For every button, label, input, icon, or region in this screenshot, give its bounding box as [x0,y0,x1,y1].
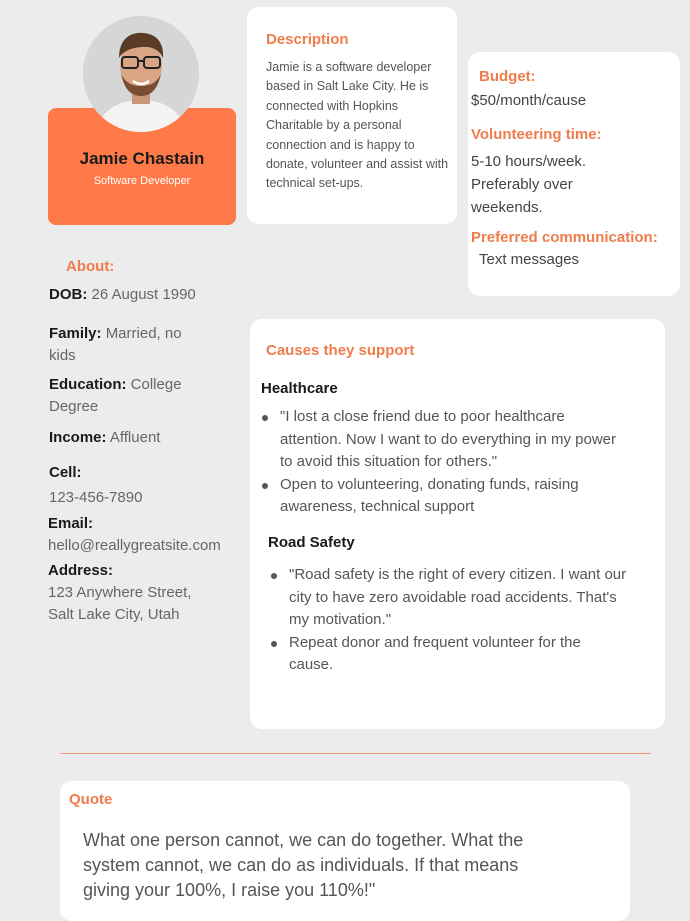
quote-title: Quote [69,791,113,808]
causes-card [250,319,665,729]
cell-label: Cell: [49,464,82,481]
address-field [48,560,218,626]
preferred-communication-value: Text messages [479,251,580,268]
list-item: "Road safety is the right of every citizen. I want our city to have zero avoidable road accidents. That's my motivation." [269,564,629,632]
volunteering-time-label: Volunteering time: [471,126,602,143]
divider [60,753,651,754]
about-title: About: [66,258,115,275]
email-field [48,513,221,557]
address-label: Address: [48,562,114,579]
income-field [49,427,160,449]
list-item: Open to volunteering, donating funds, raising awareness, technical support [260,474,620,519]
person-role: Software Developer [93,175,191,187]
quote-card [60,781,630,921]
income-value: Affluent [109,429,161,446]
education-field [49,374,199,418]
person-name: Jamie Chastain [79,149,205,168]
cause-road-safety-name: Road Safety [268,534,355,551]
cause-road-safety-list [269,564,629,677]
description-text: Jamie is a software developer based in Salt Lake City. He is connected with Hopkins Charitable by a personal connection and is happy to donate, volunteer and assist with technical set-ups. [266,60,449,191]
cell-value: 123-456-7890 [49,489,143,506]
description-card [247,7,457,224]
cell-field [49,462,142,509]
family-label: Family: [49,325,102,342]
causes-title: Causes they support [266,342,415,359]
preferred-communication-label: Preferred communication: [471,229,658,246]
family-field [49,323,199,367]
cause-healthcare-name: Healthcare [261,380,338,397]
budget-label: Budget: [479,68,536,85]
list-item: Repeat donor and frequent volunteer for the cause. [269,632,629,677]
income-label: Income: [49,429,107,446]
family-value: Married, no kids [49,325,182,364]
cause-healthcare-list [260,406,620,519]
avatar [83,16,199,132]
quote-text: What one person cannot, we can do together. What the system cannot, we can do as individuals. If that means giving your 100%, I raise you 110%!" [83,830,524,900]
budget-value: $50/month/cause [471,92,587,109]
email-label: Email: [48,515,94,532]
address-value: 123 Anywhere Street, Salt Lake City, Utah [48,584,192,623]
budget-card [468,52,680,296]
email-value: hello@reallygreatsite.com [48,537,221,554]
dob-label: DOB: [49,286,88,303]
education-label: Education: [49,376,127,393]
dob-value: 26 August 1990 [91,286,196,303]
list-item: "I lost a close friend due to poor healthcare attention. Now I want to do everything in my power to avoid this situation for others." [260,406,620,474]
description-title: Description [266,31,349,48]
education-value: College Degree [49,376,182,415]
volunteering-time-value: 5-10 hours/week. Preferably over weekends. [471,153,587,216]
dob-field [49,284,196,306]
